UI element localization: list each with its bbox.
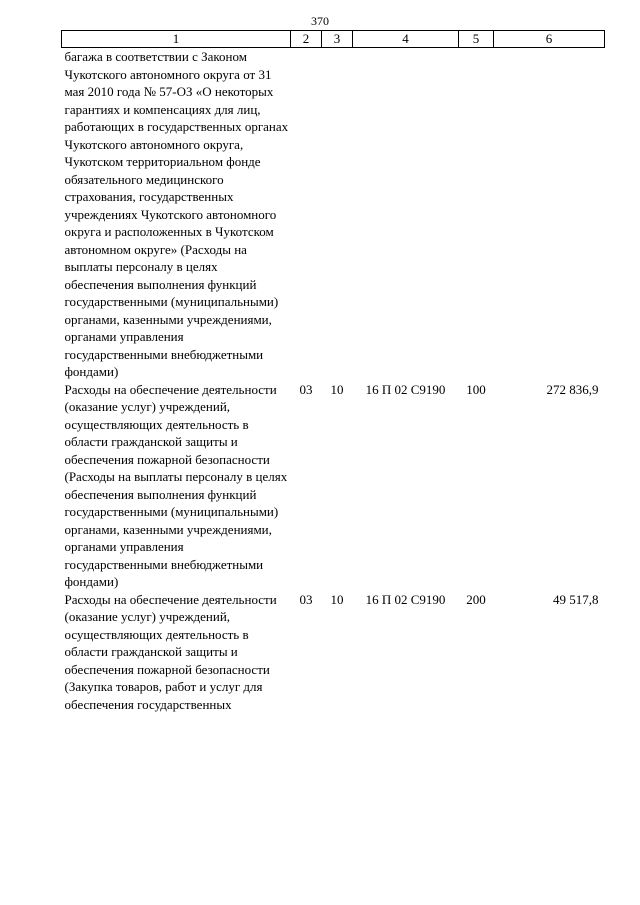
row-subsection: 10 (330, 591, 344, 607)
row-section: 03 (299, 381, 313, 397)
table-row (62, 48, 605, 381)
row-section: 03 (299, 591, 313, 607)
header-col-2: 2 (291, 31, 322, 48)
table-header-row (62, 31, 605, 48)
row-description: Расходы на обеспечение деятельности (оказание услуг) учреждений, осуществляющих деятельность в области гражданской защиты и обеспечения пожарной безопасности (Закупка товаров, работ и услуг для обеспечения государственных (64, 591, 277, 712)
budget-table (61, 30, 605, 713)
row-section (291, 48, 322, 381)
row-expense-type (459, 48, 494, 381)
row-target-code (353, 48, 459, 381)
row-amount: 272 836,9 (546, 381, 599, 397)
header-col-4: 4 (353, 31, 459, 48)
header-col-5: 5 (459, 31, 494, 48)
row-target-code: 16 П 02 С9190 (365, 381, 446, 397)
table-row (62, 591, 605, 714)
row-description: багажа в соответствии с Законом Чукотского автономного округа от 31 мая 2010 года № 57-ОЗ «О некоторых гарантиях и компенсациях для лиц, работающих в государственных органах Чукотского автономного округа, Чукотском территориальном фонде обязательного медицинского страхования, государственных учреждениях Чукотского автономного округа и расположенных в Чукотском автономном округе» (Расходы на выплаты персоналу в целях обеспечения выполнения функций государственными (муниципальными) органами, казенными учреждениями, органами управления государственными внебюджетными фондами) (64, 49, 289, 379)
row-target-code: 16 П 02 С9190 (365, 591, 446, 607)
header-col-1: 1 (62, 31, 291, 48)
row-subsection: 10 (330, 381, 344, 397)
page-number: 370 (311, 14, 329, 28)
row-expense-type: 100 (466, 381, 486, 397)
header-col-6: 6 (494, 31, 605, 48)
row-amount (494, 48, 605, 381)
header-col-3: 3 (322, 31, 353, 48)
row-subsection (322, 48, 353, 381)
row-description: Расходы на обеспечение деятельности (оказание услуг) учреждений, осуществляющих деятельность в области гражданской защиты и обеспечения пожарной безопасности (Расходы на выплаты персоналу в целях обеспечения выполнения функций государственными (муниципальными) органами, казенными учреждениями, органами управления государственными внебюджетными фондами) (64, 381, 288, 589)
row-amount: 49 517,8 (553, 591, 599, 607)
table-row (62, 381, 605, 591)
row-expense-type: 200 (466, 591, 486, 607)
